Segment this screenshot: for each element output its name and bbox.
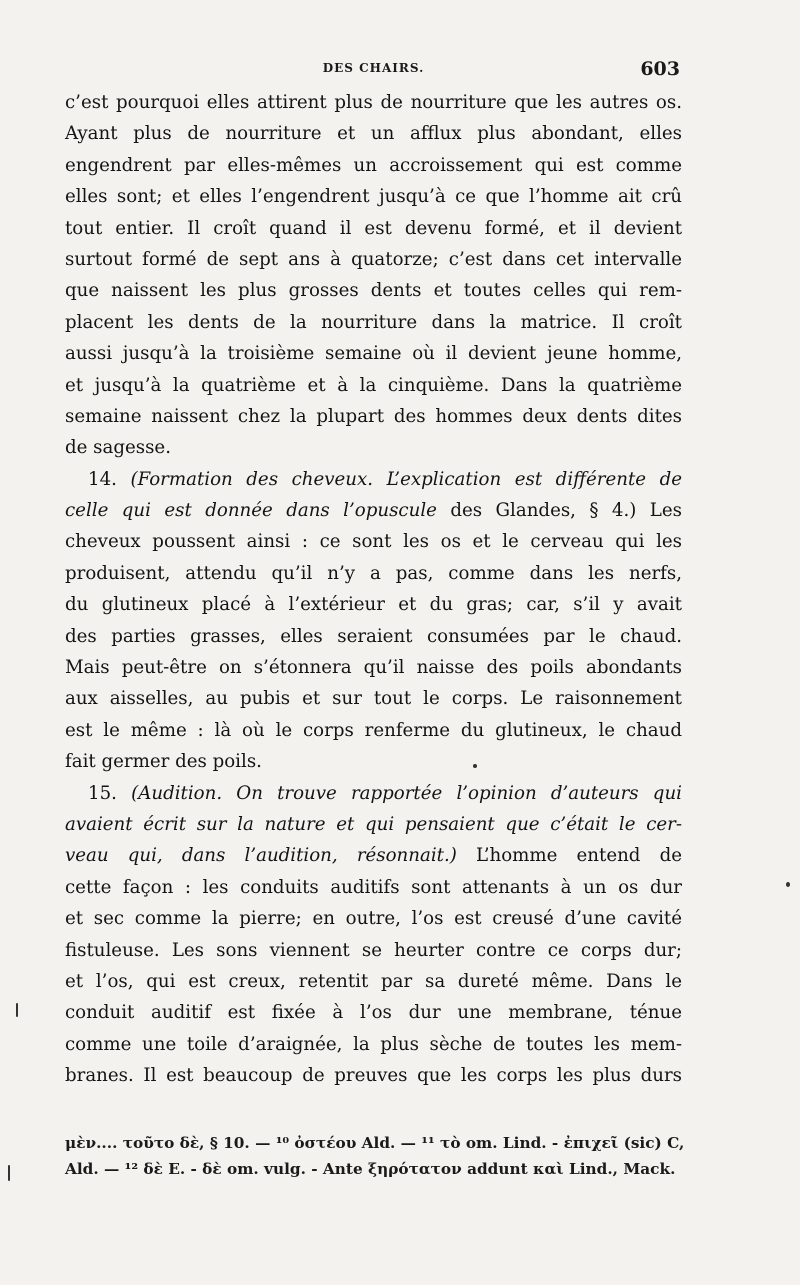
line-text: semaine naissent chez la plupart des hommes deux dents dites [65, 405, 682, 427]
text-line [65, 87, 682, 118]
text-line [65, 213, 682, 244]
text-line [65, 464, 682, 495]
text-line [65, 244, 682, 275]
text-line [65, 809, 682, 840]
text-line [65, 307, 682, 338]
line-text: cette façon : les conduits auditifs sont attenants à un os dur [65, 876, 682, 898]
text-line [65, 558, 682, 589]
line-text: tout entier. Il croît quand il est devenu formé, et il devient [65, 217, 682, 239]
line-text: cheveux poussent ainsi : ce sont les os et le cerveau qui les [65, 531, 682, 553]
ink-speck [16, 1003, 18, 1017]
text-line [65, 840, 682, 871]
line-text: du glutineux placé à l’extérieur et du gras; car, s’il y avait [65, 594, 682, 616]
line-text: et l’os, qui est creux, retentit par sa dureté même. Dans le [65, 970, 682, 992]
text-line [65, 150, 682, 181]
text-line [65, 652, 682, 683]
text-line [65, 118, 682, 149]
text-line [65, 746, 682, 777]
line-text: et jusqu’à la quatrième et à la cinquième. Dans la quatrième [65, 374, 682, 396]
italic-summary: veau qui, dans l’audition, résonnait.) [65, 845, 457, 867]
line-text: branes. Il est beaucoup de preuves que les corps les plus durs [65, 1065, 682, 1087]
text-line [65, 997, 682, 1028]
line-text: Ayant plus de nourriture et un afflux plus abondant, elles [65, 123, 682, 145]
page-number: 603 [640, 58, 680, 80]
line-text: L’homme entend de [475, 845, 682, 867]
line-text: placent les dents de la nourriture dans la matrice. Il croît [65, 311, 682, 333]
section-number: 15. [88, 782, 117, 804]
line-text: est le même : là où le corps renferme du glutineux, le chaud [65, 719, 682, 741]
text-line [65, 401, 682, 432]
ink-speck [8, 1165, 10, 1181]
ink-speck [786, 882, 790, 887]
line-text: surtout formé de sept ans à quatorze; c’est dans cet intervalle [65, 248, 682, 270]
running-title: DES CHAIRS. [322, 61, 425, 75]
text-line [65, 903, 682, 934]
text-line [65, 872, 682, 903]
text-line [65, 526, 682, 557]
text-line [65, 1060, 682, 1091]
line-text: comme une toile d’araignée, la plus sèche de toutes les mem- [65, 1033, 682, 1055]
line-text: produisent, attendu qu’il n’y a pas, comme dans les nerfs, [65, 562, 682, 584]
text-line [65, 432, 682, 463]
line-text: aux aisselles, au pubis et sur tout le corps. Le raisonnement [65, 688, 682, 710]
text-line [65, 683, 682, 714]
text-line [65, 275, 682, 306]
footnote-line: μὲν.... τοῦτο δὲ, § 10. — ¹⁰ ὀστέου Ald. — ¹¹ τὸ om. Lind. - ἐπιχεῖ (sic) C, [65, 1134, 685, 1152]
ink-speck [473, 764, 477, 768]
footnote-line: Ald. — ¹² δὲ E. - δὲ om. vulg. - Ante ξηρότατον addunt καὶ Lind., Mack. [65, 1160, 676, 1178]
italic-summary: (Audition. On trouve rapportée l’opinion d’auteurs qui [131, 782, 682, 804]
text-line [65, 338, 682, 369]
line-text: que naissent les plus grosses dents et toutes celles qui rem- [65, 280, 682, 302]
text-line [65, 370, 682, 401]
line-text: des parties grasses, elles seraient consumées par le chaud. [65, 625, 682, 647]
line-text: de sagesse. [65, 437, 171, 459]
italic-summary: avaient écrit sur la nature et qui pensaient que c’était le cer- [65, 813, 682, 835]
running-head [65, 58, 682, 82]
italic-summary: celle qui est donnée dans l’opuscule [65, 500, 437, 522]
text-line [65, 589, 682, 620]
body-text [65, 87, 682, 1092]
line-text: elles sont; et elles l’engendrent jusqu’à ce que l’homme ait crû [65, 186, 682, 208]
section-number: 14. [88, 468, 117, 490]
footnotes [65, 1130, 685, 1182]
line-text: Mais peut-être on s’étonnera qu’il naisse des poils abondants [65, 657, 682, 679]
italic-summary: (Formation des cheveux. L’explication est différente de [130, 468, 682, 490]
text-line [65, 495, 682, 526]
line-text: engendrent par elles-mêmes un accroissement qui est comme [65, 154, 682, 176]
text-line [65, 181, 682, 212]
text-line [65, 715, 682, 746]
line-text: des Glandes, § 4.) Les [450, 500, 682, 522]
line-text: fistuleuse. Les sons viennent se heurter contre ce corps dur; [65, 939, 682, 961]
text-line [65, 1029, 682, 1060]
text-line [65, 935, 682, 966]
line-text: aussi jusqu’à la troisième semaine où il devient jeune homme, [65, 343, 682, 365]
line-text: conduit auditif est fixée à l’os dur une membrane, ténue [65, 1002, 682, 1024]
line-text: c’est pourquoi elles attirent plus de nourriture que les autres os. [65, 92, 682, 113]
line-text: fait germer des poils. [65, 751, 262, 773]
text-line [65, 621, 682, 652]
text-line [65, 966, 682, 997]
line-text: et sec comme la pierre; en outre, l’os est creusé d’une cavité [65, 908, 682, 930]
text-line [65, 778, 682, 809]
